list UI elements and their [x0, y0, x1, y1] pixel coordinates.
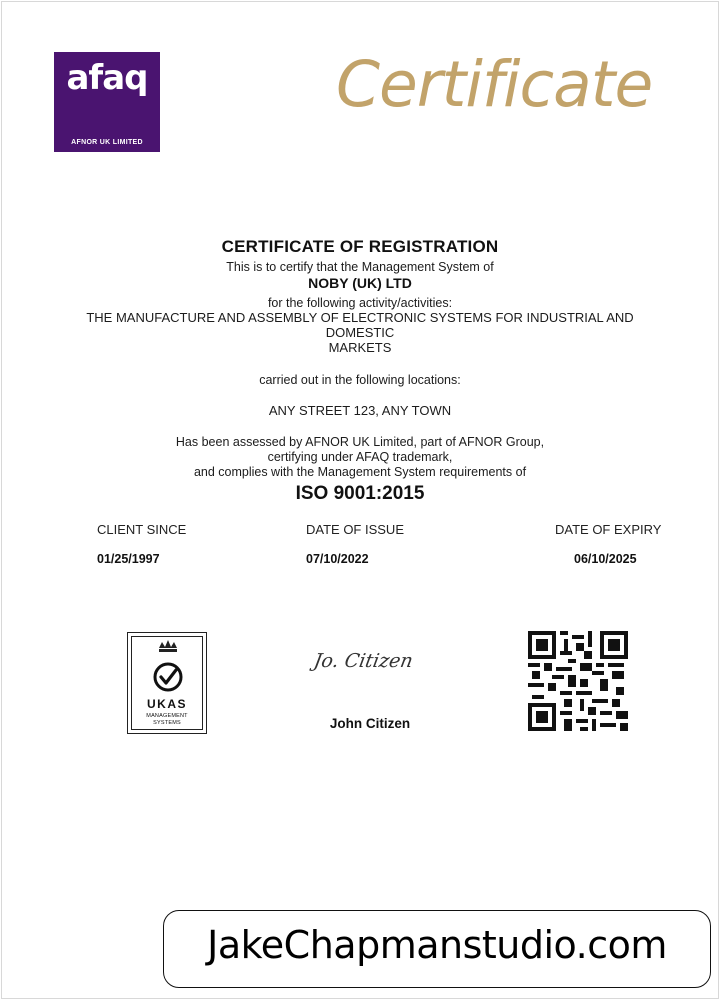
expiry-date-value: 06/10/2025	[574, 552, 637, 566]
tick-icon	[128, 633, 208, 693]
qr-code-icon	[528, 631, 628, 731]
activities-line-1: THE MANUFACTURE AND ASSEMBLY OF ELECTRONIC SYSTEMS FOR INDUSTRIAL AND	[86, 310, 634, 325]
afaq-logo	[54, 52, 160, 152]
company-name: NOBY (UK) LTD	[308, 275, 412, 291]
ukas-word: UKAS	[146, 697, 187, 711]
ukas-sub-1: MANAGEMENT	[146, 713, 188, 719]
logo-wordmark: afaq	[66, 58, 148, 98]
issue-date-label: DATE OF ISSUE	[306, 522, 404, 537]
assessed-line-3: and complies with the Management System requirements of	[193, 465, 527, 479]
ukas-mark	[127, 632, 207, 734]
activities-line-2: DOMESTIC	[325, 325, 395, 340]
signature: Jo. Citizen	[312, 650, 415, 672]
iso-standard: ISO 9001:2015	[295, 483, 425, 504]
registration-title: CERTIFICATE OF REGISTRATION	[221, 237, 499, 256]
assessed-line-1: Has been assessed by AFNOR UK Limited, part of AFNOR Group,	[175, 435, 545, 449]
client-since-value: 01/25/1997	[97, 552, 160, 566]
location-address: ANY STREET 123, ANY TOWN	[268, 403, 452, 418]
certificate-heading: Certificate	[336, 48, 653, 121]
activities-line-3: MARKETS	[328, 340, 392, 355]
locations-label: carried out in the following locations:	[259, 373, 461, 387]
ukas-sub-2: SYSTEMS	[153, 720, 181, 726]
logo-sub-label: AFNOR UK LIMITED	[71, 139, 143, 146]
watermark-text: JakeChapmanstudio.com	[207, 923, 667, 967]
client-since-label: CLIENT SINCE	[97, 522, 187, 537]
intro-text: This is to certify that the Management System of	[226, 260, 494, 274]
activities-label: for the following activity/activities:	[267, 296, 453, 310]
assessed-line-2: certifying under AFAQ trademark,	[267, 450, 453, 464]
signatory-name: John Citizen	[329, 716, 411, 731]
watermark-banner	[163, 910, 711, 988]
issue-date-value: 07/10/2022	[306, 552, 369, 566]
expiry-date-label: DATE OF EXPIRY	[555, 522, 662, 537]
